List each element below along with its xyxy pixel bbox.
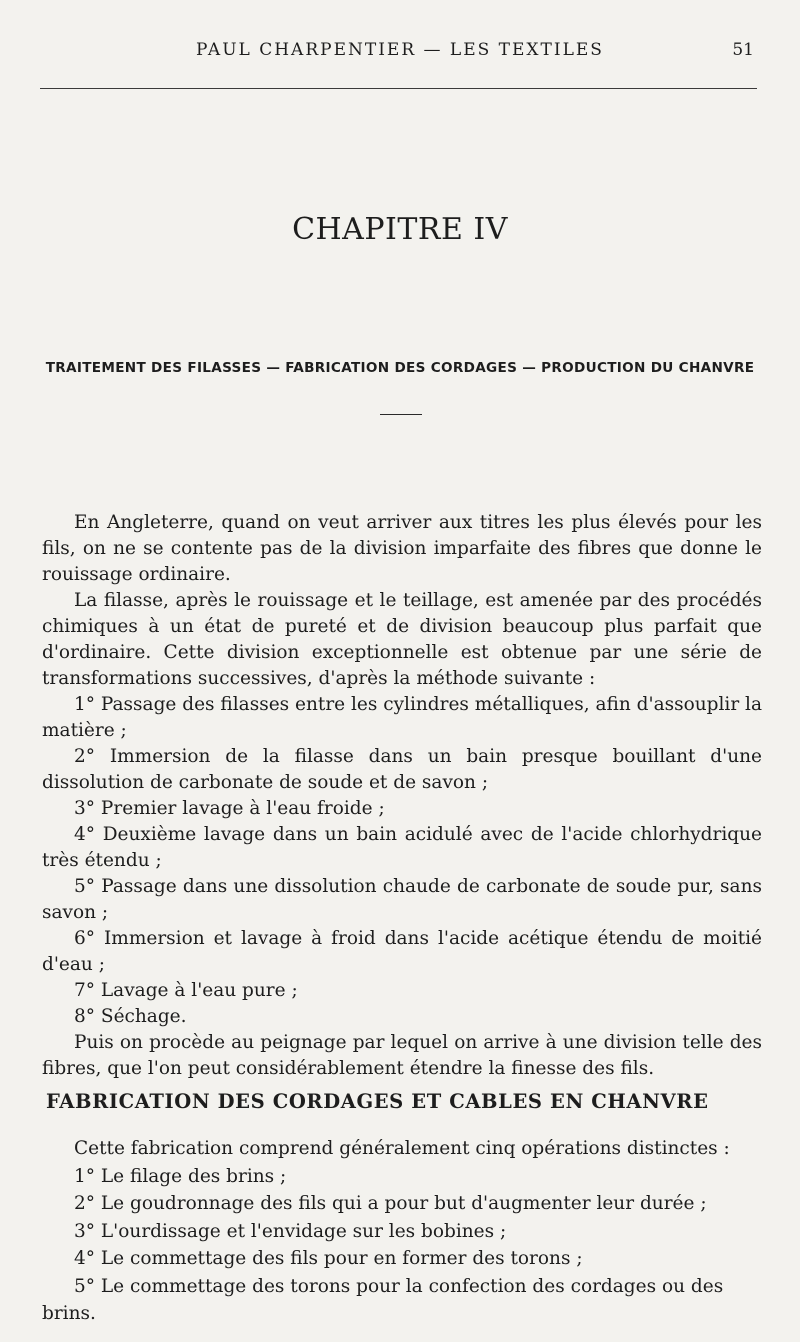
page-number: 51	[732, 40, 754, 60]
paragraph: La filasse, après le rouissage et le teillage, est amenée par des procédés chimiques à un état de pureté et de division beaucoup plus parfait que d'ordinaire. Cette division exceptionnelle est obtenue par une série de transformations successives, d'après la méthode suivante :	[42, 590, 762, 689]
chapter-body	[42, 510, 762, 1082]
list-item: 1° Passage des filasses entre les cylindres métalliques, afin d'assouplir la matière ;	[42, 694, 762, 741]
section-body	[42, 1135, 762, 1328]
list-item: 4° Le commettage des fils pour en former des torons ;	[74, 1248, 583, 1269]
paragraph: Cette fabrication comprend généralement cinq opérations distinctes :	[74, 1138, 730, 1159]
list-item: 5° Le commettage des torons pour la confection des cordages ou des brins.	[42, 1275, 724, 1324]
list-item: 6° Immersion et lavage à froid dans l'acide acétique étendu de moitié d'eau ;	[42, 928, 762, 975]
running-header	[40, 38, 760, 66]
paragraph: Puis on procède au peignage par lequel on arrive à une division telle des fibres, que l'on peut considérablement étendre la finesse des fils.	[42, 1032, 762, 1079]
header-rule	[40, 88, 757, 89]
chapter-subtitle: TRAITEMENT DES FILASSES — FABRICATION DES CORDAGES — PRODUCTION DU CHANVRE	[45, 360, 755, 376]
list-item: 3° L'ourdissage et l'envidage sur les bobines ;	[74, 1220, 507, 1242]
list-item: 2° Immersion de la filasse dans un bain presque bouillant d'une dissolution de carbonate de soude et de savon ;	[42, 746, 762, 793]
list-item: 7° Lavage à l'eau pure ;	[74, 980, 298, 1001]
list-item: 8° Séchage.	[74, 1006, 187, 1027]
running-title: PAUL CHARPENTIER — LES TEXTILES	[196, 40, 604, 60]
chapter-title: CHAPITRE IV	[292, 212, 508, 247]
list-item: 3° Premier lavage à l'eau froide ;	[74, 798, 385, 819]
list-item: 1° Le filage des brins ;	[74, 1165, 287, 1187]
list-item: 5° Passage dans une dissolution chaude de carbonate de soude pur, sans savon ;	[42, 876, 762, 923]
section-heading: FABRICATION DES CORDAGES ET CABLES EN CHANVRE	[46, 1090, 709, 1113]
list-item: 4° Deuxième lavage dans un bain acidulé avec de l'acide chlorhydrique très étendu ;	[42, 824, 762, 871]
chapter-divider	[380, 414, 422, 415]
paragraph: En Angleterre, quand on veut arriver aux titres les plus élevés pour les fils, on ne se contente pas de la division imparfaite des fibres que donne le rouissage ordinaire.	[42, 512, 762, 585]
list-item: 2° Le goudronnage des fils qui a pour but d'augmenter leur durée ;	[74, 1193, 707, 1214]
